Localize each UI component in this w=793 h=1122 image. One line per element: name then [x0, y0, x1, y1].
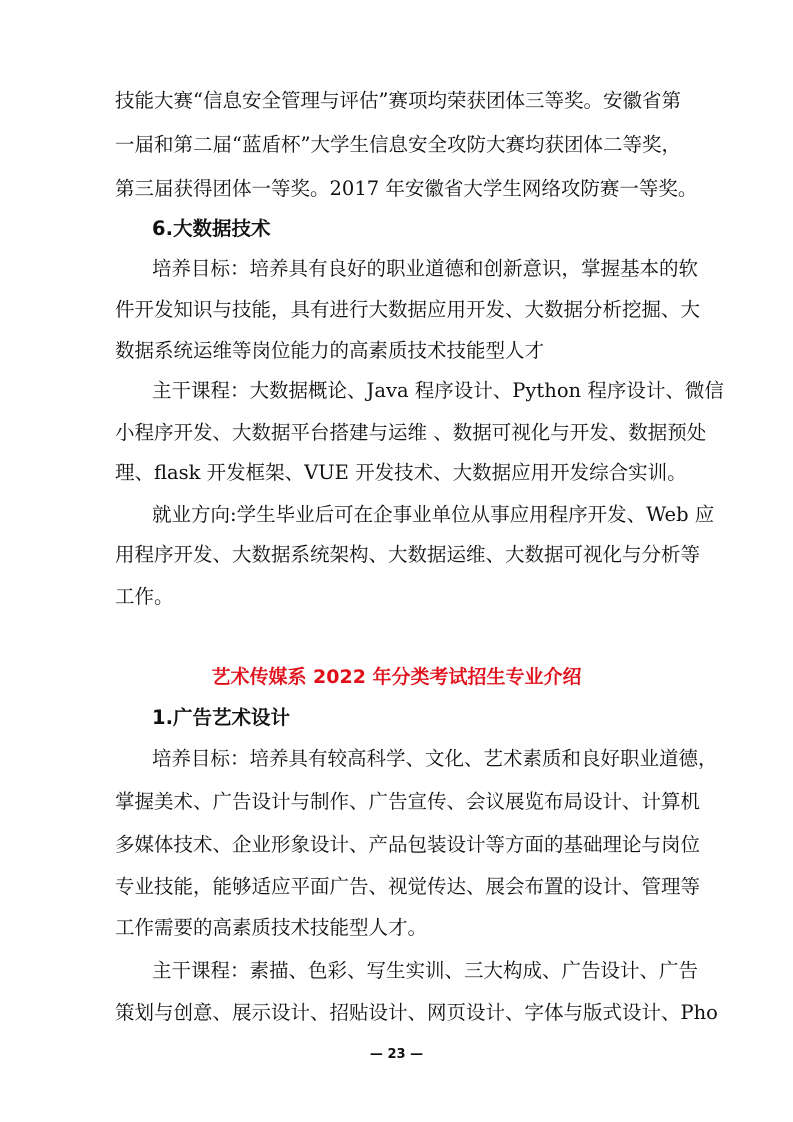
text-line: 多媒体技术、企业形象设计、产品包装设计等方面的基础理论与岗位 [115, 833, 701, 856]
page-number: — 23 — [369, 1047, 424, 1062]
text-line: 培养目标：培养具有较高科学、文化、艺术素质和良好职业道德， [152, 747, 718, 770]
text-line: 主干课程：素描、色彩、写生实训、三大构成、广告设计、广告 [152, 959, 699, 982]
text-line: 主干课程：大数据概论、Java 程序设计、Python 程序设计、微信 [152, 379, 724, 402]
text-line: 用程序开发、大数据系统架构、大数据运维、大数据可视化与分析等 [115, 543, 701, 566]
text-line: 数据系统运维等岗位能力的高素质技术技能型人才 [115, 339, 545, 362]
text-line: 专业技能，能够适应平面广告、视觉传达、展会布置的设计、管理等 [115, 875, 701, 898]
text-line: 工作需要的高素质技术技能型人才。 [115, 916, 428, 939]
text-line: 第三届获得团体一等奖。2017 年安徽省大学生网络攻防赛一等奖。 [115, 177, 698, 200]
text-line: 技能大赛“信息安全管理与评估”赛项均荣获团体三等奖。安徽省第 [115, 89, 681, 112]
department-title: 艺术传媒系 2022 年分类考试招生专业介绍 [211, 666, 582, 688]
section-heading-advertising: 1.广告艺术设计 [152, 706, 290, 729]
text-line: 掌握美术、广告设计与制作、广告宣传、会议展览布局设计、计算机 [115, 790, 701, 813]
section-heading-big-data: 6.大数据技术 [152, 217, 271, 240]
text-line: 一届和第二届“蓝盾杯”大学生信息安全攻防大赛均获团体二等奖， [115, 133, 681, 156]
text-line: 件开发知识与技能，具有进行大数据应用开发、大数据分析挖掘、大 [115, 298, 701, 321]
text-line: 工作。 [115, 585, 174, 608]
text-line: 小程序开发、大数据平台搭建与运维 、数据可视化与开发、数据预处 [115, 421, 707, 444]
text-line: 就业方向:学生毕业后可在企事业单位从事应用程序开发、Web 应 [152, 503, 715, 526]
text-line: 理、flask 开发框架、VUE 开发技术、大数据应用开发综合实训。 [115, 461, 687, 484]
text-line: 策划与创意、展示设计、招贴设计、网页设计、字体与版式设计、Pho [115, 1001, 718, 1024]
text-line: 培养目标：培养具有良好的职业道德和创新意识，掌握基本的软 [152, 257, 699, 280]
